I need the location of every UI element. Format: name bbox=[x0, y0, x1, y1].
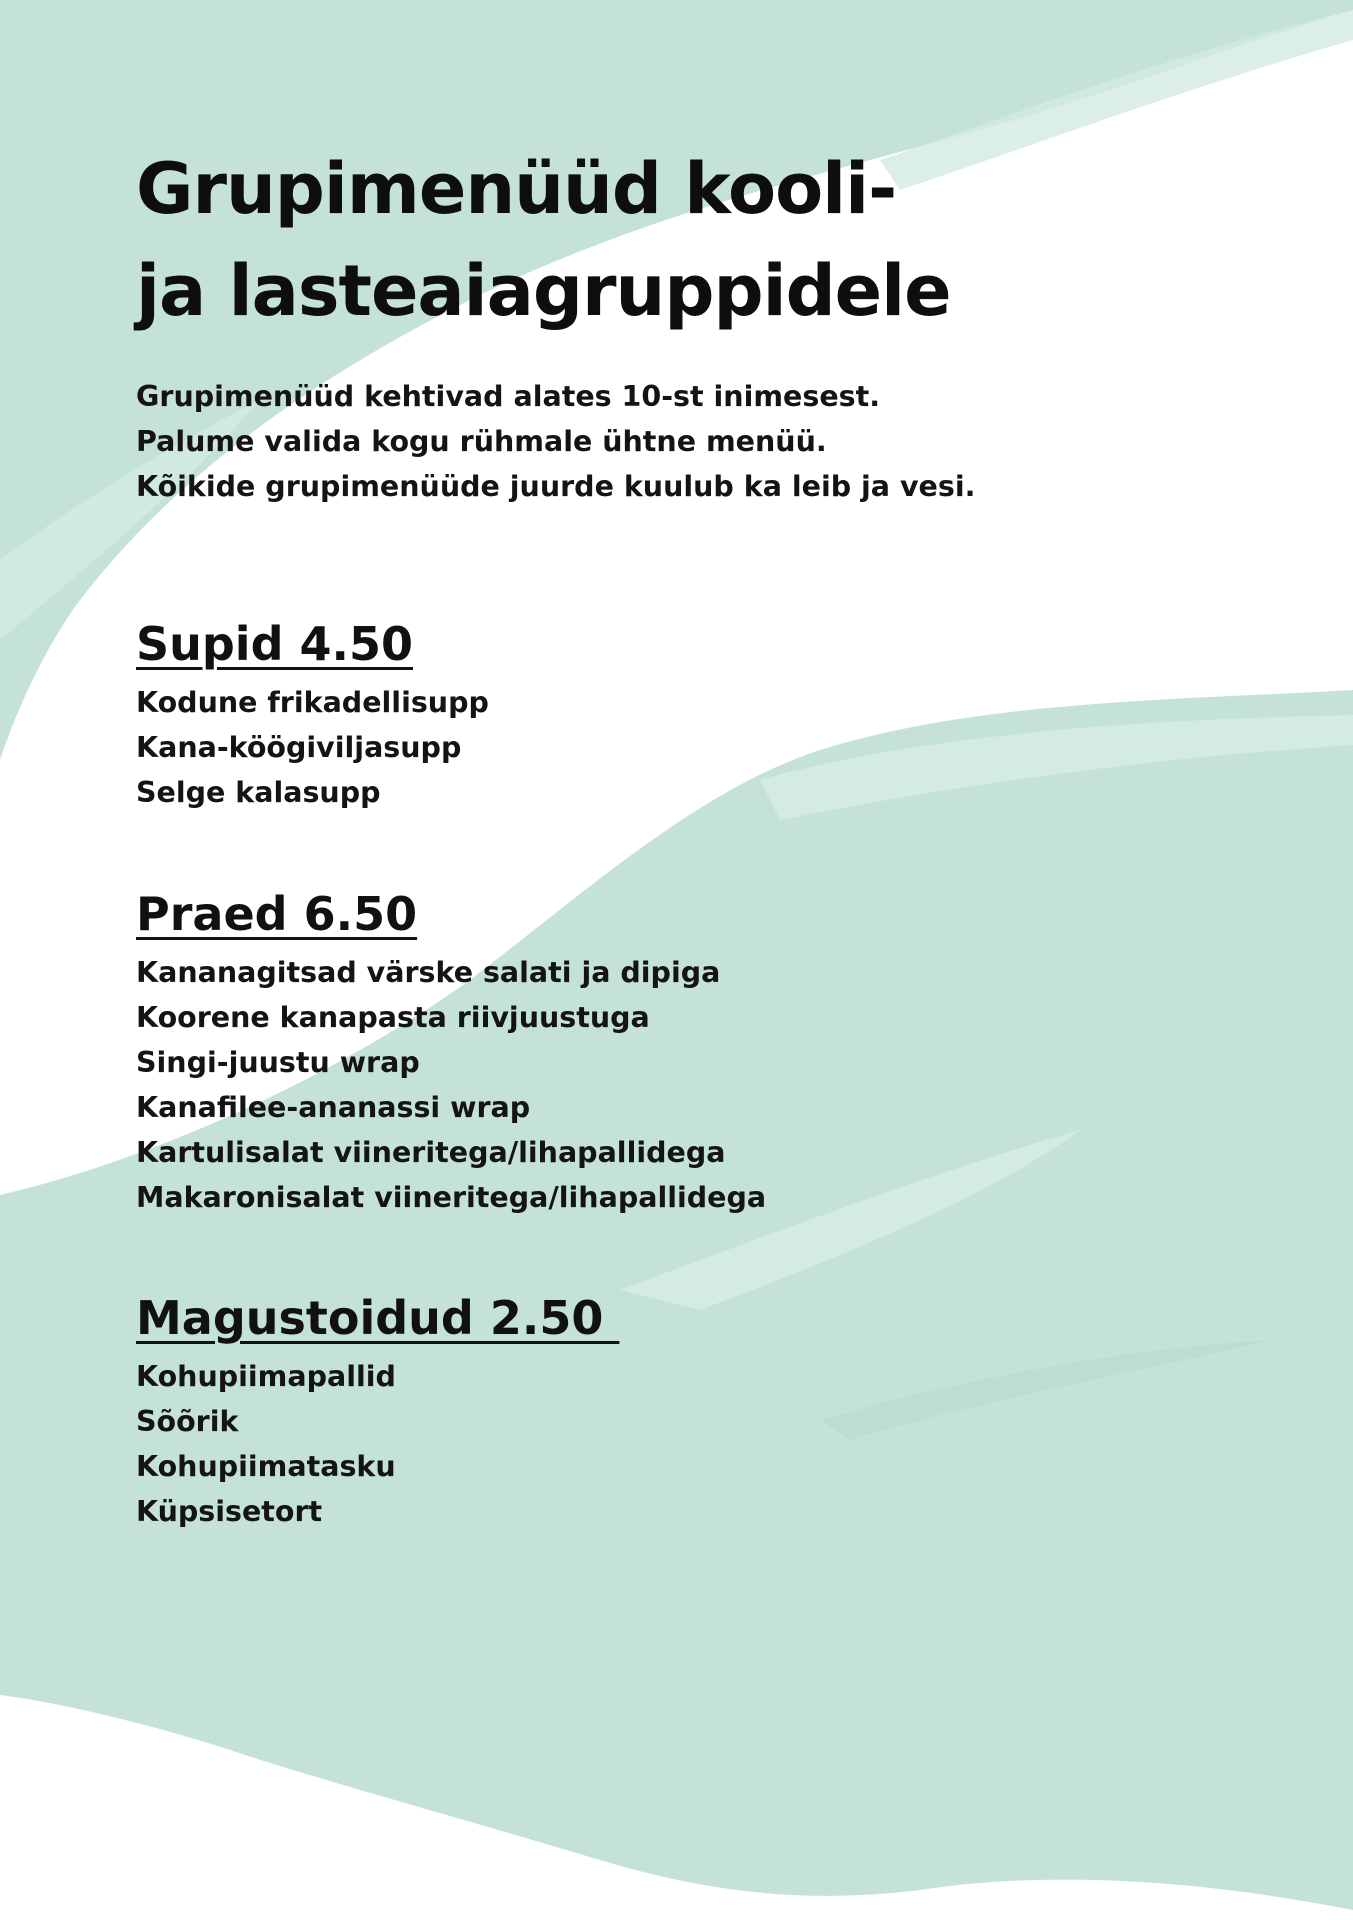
list-item: Selge kalasupp bbox=[136, 776, 381, 809]
intro-text bbox=[136, 374, 975, 509]
section-mains bbox=[136, 886, 766, 1220]
section-desserts bbox=[136, 1290, 619, 1534]
title-line-1: Grupimenüüd kooli- bbox=[136, 148, 897, 230]
soup-list bbox=[136, 680, 489, 815]
list-item: Kodune frikadellisupp bbox=[136, 686, 489, 719]
section-soups bbox=[136, 616, 489, 815]
list-item: Kanafilee-ananassi wrap bbox=[136, 1091, 531, 1124]
intro-line: Grupimenüüd kehtivad alates 10-st inimesest. bbox=[136, 380, 881, 413]
list-item: Koorene kanapasta riivjuustuga bbox=[136, 1001, 650, 1034]
list-item: Kohupiimatasku bbox=[136, 1450, 396, 1483]
intro-line: Kõikide grupimenüüde juurde kuulub ka leib ja vesi. bbox=[136, 470, 976, 503]
list-item: Kartulisalat viineritega/lihapallidega bbox=[136, 1136, 726, 1169]
section-heading-desserts: Magustoidud 2.50 bbox=[136, 1291, 620, 1345]
section-heading-soups: Supid 4.50 bbox=[136, 617, 414, 671]
page-title bbox=[136, 138, 1136, 342]
list-item: Küpsisetort bbox=[136, 1495, 323, 1528]
title-line-2: ja lasteaiagruppidele bbox=[136, 250, 951, 332]
list-item: Sõõrik bbox=[136, 1405, 239, 1438]
desserts-list bbox=[136, 1354, 619, 1534]
mains-list bbox=[136, 950, 766, 1220]
list-item: Singi-juustu wrap bbox=[136, 1046, 420, 1079]
intro-line: Palume valida kogu rühmale ühtne menüü. bbox=[136, 425, 827, 458]
list-item: Kana-köögiviljasupp bbox=[136, 731, 462, 764]
list-item: Kohupiimapallid bbox=[136, 1360, 396, 1393]
list-item: Kananagitsad värske salati ja dipiga bbox=[136, 956, 721, 989]
list-item: Makaronisalat viineritega/lihapallidega bbox=[136, 1181, 767, 1214]
section-heading-mains: Praed 6.50 bbox=[136, 887, 418, 941]
